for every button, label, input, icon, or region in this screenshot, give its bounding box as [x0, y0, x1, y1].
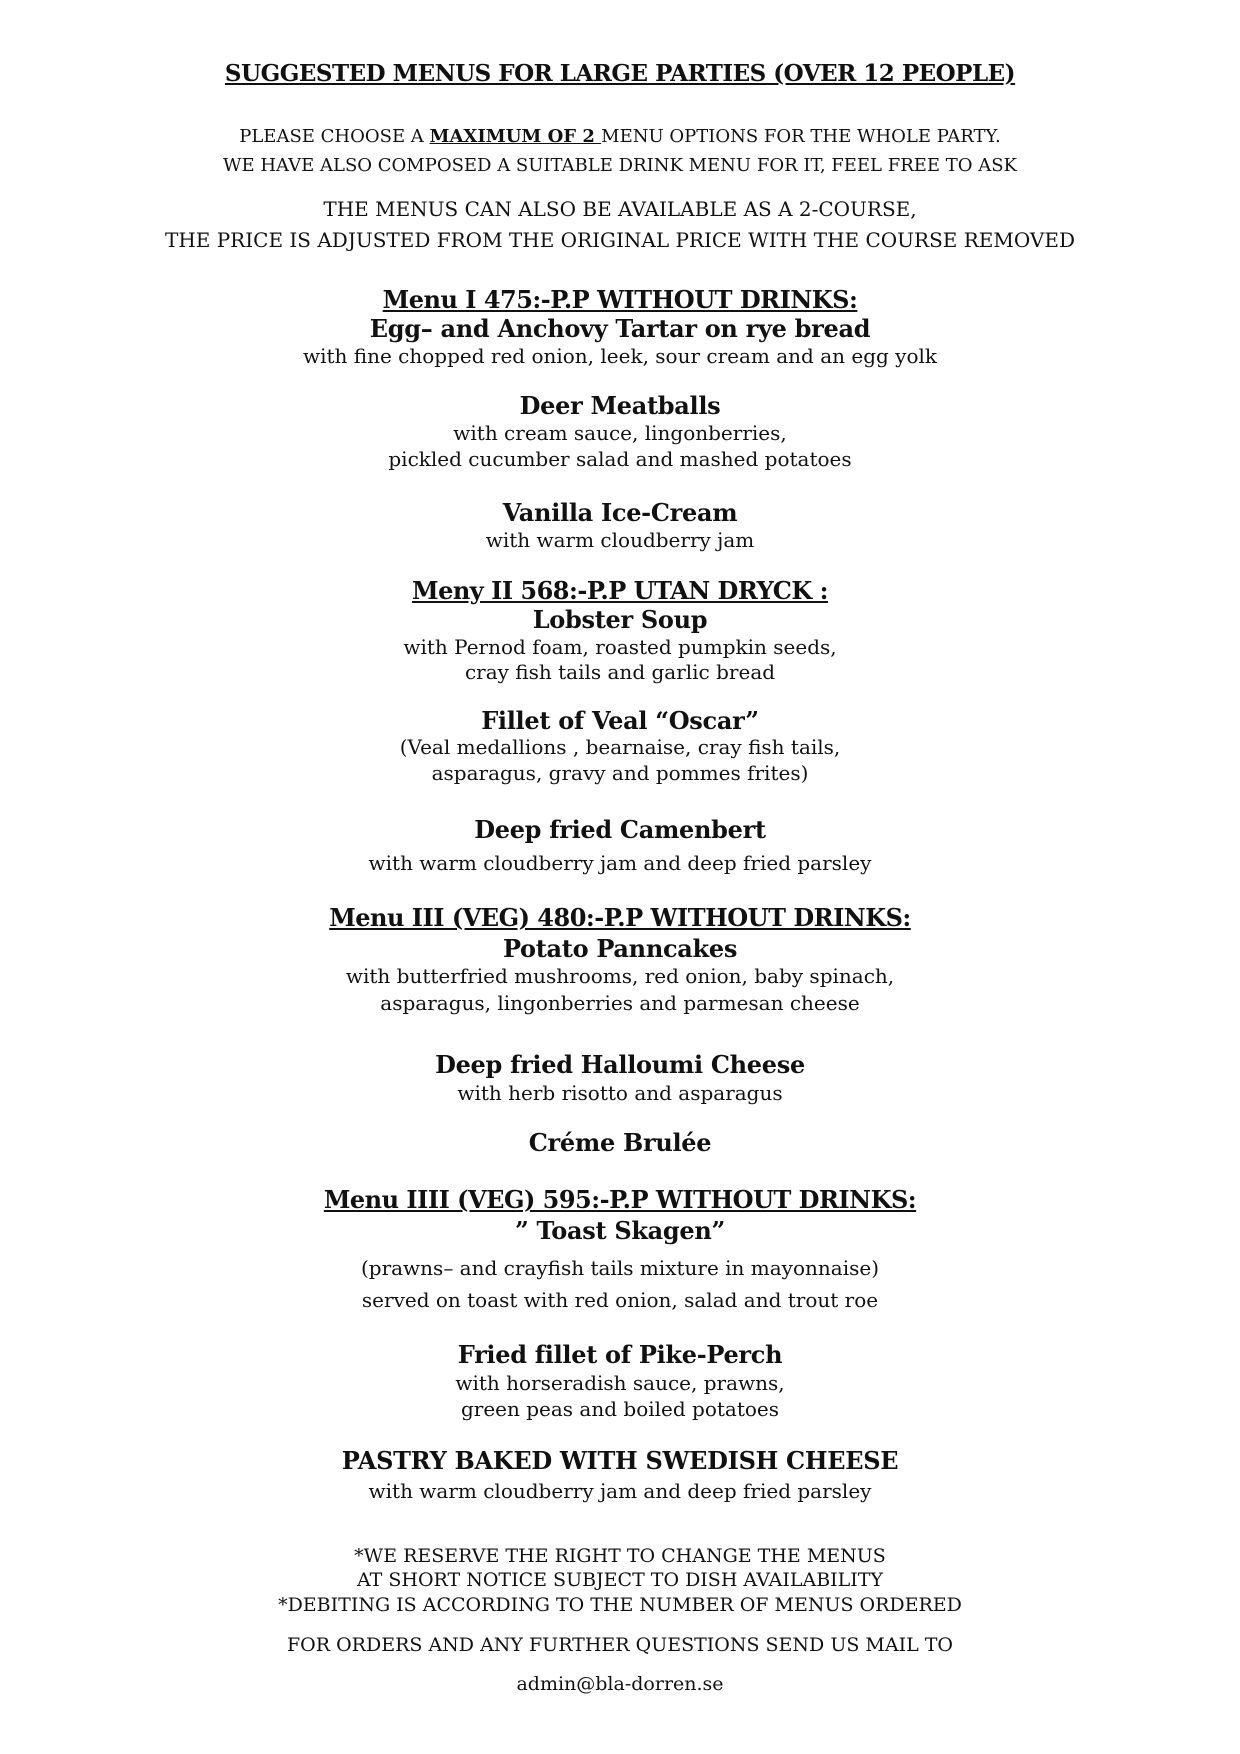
dish-title: Deep fried Camenbert — [474, 815, 766, 844]
intro-line-1-pre: PLEASE CHOOSE A — [239, 126, 430, 147]
menu-heading: Menu III (VEG) 480:-P.P WITHOUT DRINKS: — [329, 903, 911, 932]
dish-title: Deep fried Halloumi Cheese — [435, 1050, 805, 1079]
dish-title: Vanilla Ice-Cream — [502, 498, 738, 527]
dish-description: with butterfried mushrooms, red onion, baby spinach, — [345, 964, 895, 988]
dish-title: Fried fillet of Pike-Perch — [457, 1340, 783, 1369]
dish-description: (prawns– and crayfish tails mixture in mayonnaise) — [360, 1256, 880, 1280]
dish-description: with horseradish sauce, prawns, — [455, 1371, 785, 1395]
footer-notice: AT SHORT NOTICE SUBJECT TO DISH AVAILABILITY — [356, 1569, 884, 1591]
footer-notice: *WE RESERVE THE RIGHT TO CHANGE THE MENUS — [354, 1545, 886, 1567]
dish-description: (Veal medallions , bearnaise, cray fish tails, — [399, 735, 841, 759]
dish-title: Créme Brulée — [528, 1128, 712, 1157]
menu-heading: Meny II 568:-P.P UTAN DRYCK : — [412, 576, 828, 605]
dish-description: served on toast with red onion, salad and trout roe — [361, 1288, 879, 1312]
intro-line-2: WE HAVE ALSO COMPOSED A SUITABLE DRINK MENU FOR IT, FEEL FREE TO ASK — [222, 155, 1018, 176]
footer-email: admin@bla-dorren.se — [516, 1673, 724, 1695]
dish-description: pickled cucumber salad and mashed potatoes — [388, 447, 852, 471]
dish-description: with Pernod foam, roasted pumpkin seeds, — [403, 635, 837, 659]
dish-description: with cream sauce, lingonberries, — [453, 421, 787, 445]
dish-title: ” Toast Skagen” — [514, 1216, 726, 1245]
menu-heading: Menu I 475:-P.P WITHOUT DRINKS: — [382, 285, 858, 314]
intro-line-4: THE PRICE IS ADJUSTED FROM THE ORIGINAL PRICE WITH THE COURSE REMOVED — [164, 228, 1076, 252]
menu-heading: Menu IIII (VEG) 595:-P.P WITHOUT DRINKS: — [323, 1185, 917, 1214]
dish-description: with warm cloudberry jam — [485, 528, 755, 552]
dish-description: asparagus, lingonberries and parmesan cheese — [380, 991, 860, 1015]
dish-description: with herb risotto and asparagus — [457, 1081, 783, 1105]
dish-description: green peas and boiled potatoes — [460, 1397, 780, 1421]
dish-title: Egg– and Anchovy Tartar on rye bread — [369, 314, 871, 343]
dish-title: Potato Panncakes — [502, 934, 738, 963]
dish-description: with warm cloudberry jam and deep fried parsley — [368, 851, 872, 875]
dish-title: Deer Meatballs — [519, 391, 721, 420]
intro-maximum-emphasis: MAXIMUM OF 2 — [429, 126, 602, 147]
dish-description: asparagus, gravy and pommes frites) — [431, 761, 809, 785]
intro-line-1 — [0, 126, 1240, 147]
dish-title: Fillet of Veal “Oscar” — [481, 706, 759, 735]
dish-description: cray fish tails and garlic bread — [464, 660, 776, 684]
intro-line-3: THE MENUS CAN ALSO BE AVAILABLE AS A 2-COURSE, — [323, 197, 917, 221]
dish-description: with warm cloudberry jam and deep fried parsley — [368, 1479, 872, 1503]
page-title: SUGGESTED MENUS FOR LARGE PARTIES (OVER 12 PEOPLE) — [224, 60, 1016, 87]
dish-title: PASTRY BAKED WITH SWEDISH CHEESE — [341, 1446, 899, 1475]
dish-description: with fine chopped red onion, leek, sour cream and an egg yolk — [302, 344, 938, 368]
intro-line-1-post: MENU OPTIONS FOR THE WHOLE PARTY. — [601, 126, 1001, 147]
dish-title: Lobster Soup — [532, 605, 708, 634]
footer-contact-text: FOR ORDERS AND ANY FURTHER QUESTIONS SEND US MAIL TO — [287, 1634, 953, 1656]
footer-notice: *DEBITING IS ACCORDING TO THE NUMBER OF MENUS ORDERED — [278, 1594, 962, 1616]
